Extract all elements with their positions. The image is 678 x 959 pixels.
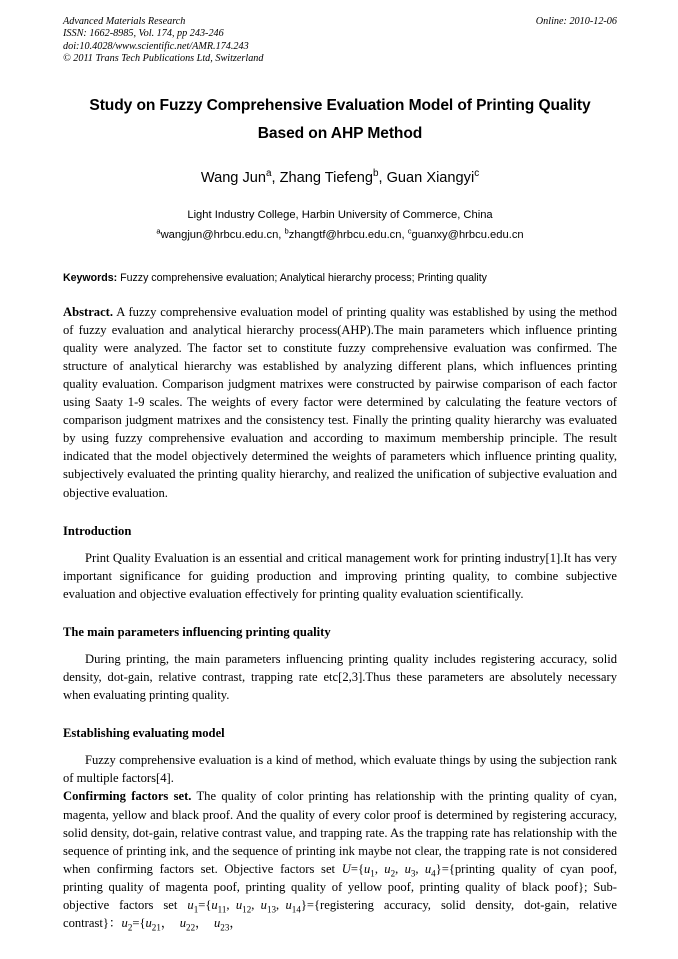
- email-3: guanxy@hrbcu.edu.cn: [411, 228, 524, 241]
- journal-copyright-line: © 2011 Trans Tech Publications Ltd, Switzerland: [63, 53, 264, 65]
- introduction-paragraph-1: Print Quality Evaluation is an essential and critical management work for printing industry[1].It has very important significance for guiding production and improving printing quality, to combine subjective evaluation and objective evaluation effectively for printing quality evaluation scientifically.: [63, 550, 617, 601]
- author-3-affiliation-marker: c: [474, 167, 480, 179]
- math-sub-u1: 1: [193, 904, 199, 915]
- math-eq-5: ={: [132, 916, 146, 931]
- math-var-u-13: u: [214, 916, 221, 931]
- math-var-U: U: [341, 861, 351, 876]
- math-comma-7: ，: [160, 916, 180, 931]
- journal-header: [63, 16, 617, 66]
- author-1-affiliation-marker: a: [266, 167, 272, 179]
- journal-name: Advanced Materials Research: [63, 16, 186, 27]
- math-comma-5: ,: [251, 897, 261, 912]
- math-var-u-8: u: [260, 897, 267, 912]
- author-3-name: Guan Xiangyi: [386, 169, 475, 186]
- keywords-label: Keywords:: [63, 271, 118, 284]
- abstract: [63, 303, 617, 502]
- email-2: zhangtf@hrbcu.edu.cn,: [288, 228, 408, 241]
- keywords-text: Fuzzy comprehensive evaluation; Analytical hierarchy process; Printing quality: [117, 271, 487, 284]
- title-line-2: Based on AHP Method: [257, 124, 423, 142]
- math-eq-1: ={: [350, 861, 364, 876]
- section-heading-main-parameters: The main parameters influencing printing quality: [63, 624, 331, 639]
- math-comma-3: ,: [415, 861, 425, 876]
- math-comma-6: ,: [276, 897, 286, 912]
- math-eq-2: }={printing quality of cyan poof, printing quality of magenta poof, printing quality of yellow poof, printing quality of black poof}; Sub-objective factors set: [63, 861, 618, 912]
- math-sub-u2: 2: [127, 922, 133, 933]
- author-2-name: Zhang Tiefeng: [279, 169, 373, 186]
- math-var-u-7: u: [235, 897, 243, 912]
- math-var-u-2: u: [384, 861, 391, 876]
- math-sub-1: 1: [370, 868, 375, 879]
- main-parameters-paragraph-1: During printing, the main parameters influencing printing quality includes registering accuracy, solid density, dot-gain, relative contrast, trapping rate etc[2,3].Thus these parameters are absolutely necessary when evaluating printing quality.: [63, 651, 617, 703]
- math-sub-2: 2: [390, 868, 396, 879]
- math-var-u-9: u: [285, 897, 292, 912]
- section-heading-establishing-model: Establishing evaluating model: [63, 726, 225, 741]
- journal-doi-line: doi:10.4028/www.scientific.net/AMR.174.243: [63, 40, 249, 52]
- author-emails: [63, 227, 617, 244]
- author-separator-2: ,: [378, 169, 387, 186]
- math-sub-u14: 14: [291, 904, 301, 915]
- keywords-line: [63, 271, 617, 286]
- email-2-marker: b: [284, 225, 289, 235]
- math-var-u-4: u: [424, 861, 432, 876]
- math-sub-u13: 13: [266, 904, 277, 915]
- math-sub-u21: 21: [151, 922, 161, 933]
- establishing-model-paragraph-1: Fuzzy comprehensive evaluation is a kind of method, which evaluate things by using the subjection rank of multiple factors[4].: [63, 753, 617, 786]
- math-sub-u12: 12: [242, 904, 252, 915]
- abstract-text: A fuzzy comprehensive evaluation model of printing quality was established by using the method of fuzzy evaluation and analytical hierarchy process(AHP).The main parameters which influence printing quality were analyzed. The factor set to constitute fuzzy comprehensive evaluation was confirmed. The structure of analytical hierarchy was established by analyzing different plans, which influences printing quality evaluation. Comparison judgment matrixes were constructed by pairwise comparison of each factor using Saaty 1-9 scales. The weights of every factor were determined by calculating the feature vectors of comparison judgment matrixes and the consistency test. Finally the printing quality hierarchy was evaluated by using fuzzy comprehensive evaluation and according to maximum membership principle. The result indicated that the model objectively determined the weights of parameters which influence printing quality, subjectively evaluated the printing quality hierarchy, and realized the unification of subjective evaluation and objective evaluation.: [63, 304, 617, 500]
- confirming-factors-set-label: Confirming factors set.: [63, 789, 192, 804]
- math-eq-4: }={registering accuracy, solid density, dot-gain, relative contrast}：: [63, 897, 617, 931]
- author-separator-1: ,: [271, 169, 280, 186]
- math-var-u-5: u: [187, 897, 194, 912]
- math-comma-2: ,: [395, 861, 405, 876]
- page-title: [63, 92, 617, 148]
- math-sub-4: 4: [431, 868, 436, 879]
- section-heading-introduction: Introduction: [63, 523, 132, 538]
- math-comma-8: ，: [195, 916, 214, 931]
- email-3-marker: c: [407, 225, 412, 235]
- author-list: [63, 168, 617, 188]
- affiliation: Light Industry College, Harbin University of Commerce, China: [187, 208, 493, 221]
- math-var-u-10: u: [121, 916, 128, 931]
- author-2-affiliation-marker: b: [372, 167, 379, 179]
- math-sub-u23: 23: [220, 922, 230, 933]
- math-comma-1: ,: [374, 861, 385, 876]
- title-line-1: Study on Fuzzy Comprehensive Evaluation Model of Printing Quality: [89, 96, 591, 114]
- online-publication-date: Online: 2010-12-06: [535, 16, 617, 27]
- math-sub-3: 3: [410, 868, 416, 879]
- math-eq-3: ={: [198, 897, 212, 912]
- email-1: wangjun@hrbcu.edu.cn,: [160, 228, 285, 241]
- abstract-label: Abstract.: [63, 304, 114, 319]
- journal-issn-line: ISSN: 1662-8985, Vol. 174, pp 243-246: [63, 28, 224, 40]
- math-var-u-12: u: [179, 916, 187, 931]
- math-sub-u11: 11: [217, 904, 227, 915]
- math-sub-u22: 22: [186, 922, 196, 933]
- confirming-factors-set-text: The quality of color printing has relationship with the printing quality of cyan, magenta, yellow and black proof. And the quality of every color proof is determined by registering accuracy, solid density, dot-gain, relative contrast value, and trapping rate. As the trapping rate has relationship with the sequence of printing ink, and the sequence of printing ink maybe not clear, the trapping rate is not considered when confirming factors set. Objective factors set: [63, 789, 617, 876]
- math-var-u-1: u: [364, 861, 371, 876]
- math-var-u-3: u: [404, 861, 411, 876]
- math-var-u-11: u: [145, 916, 152, 931]
- math-comma-9: ，: [229, 916, 242, 931]
- math-var-u-6: u: [211, 897, 218, 912]
- page-content: [63, 16, 617, 932]
- math-comma-4: ,: [226, 897, 236, 912]
- email-1-marker: a: [156, 225, 161, 235]
- author-1-name: Wang Jun: [200, 169, 267, 186]
- confirming-factors-set-paragraph: [63, 787, 617, 932]
